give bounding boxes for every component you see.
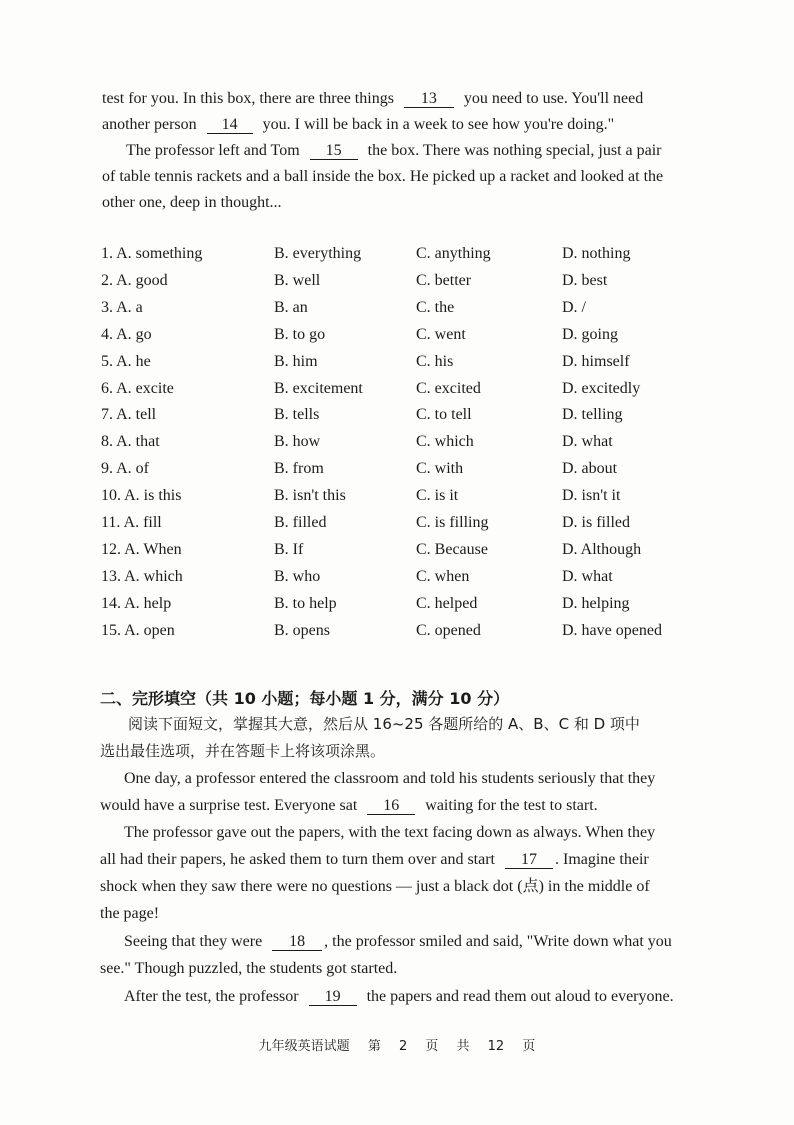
option-4-d: D. going xyxy=(562,326,618,343)
option-8-c: C. which xyxy=(416,433,474,450)
option-12-d: D. Although xyxy=(562,541,642,558)
text-segment: The professor left and Tom xyxy=(126,142,300,159)
option-14-a: 14. A. help xyxy=(101,595,172,612)
option-9-b: B. from xyxy=(274,460,324,477)
option-6-c: C. excited xyxy=(416,380,481,397)
option-1-c: C. anything xyxy=(416,245,491,262)
section-heading: 二、完形填空（共 10 小题；每小题 1 分，满分 10 分） xyxy=(100,689,510,708)
option-5-b: B. him xyxy=(274,353,318,370)
passage-line: see." Though puzzled, the students got started. xyxy=(100,960,398,977)
option-4-c: C. went xyxy=(416,326,466,343)
option-10-a: 10. A. is this xyxy=(101,487,182,504)
option-6-b: B. excitement xyxy=(274,380,363,397)
option-12-b: B. If xyxy=(274,541,304,558)
footer-subject: 九年级英语试题 xyxy=(258,1039,350,1054)
option-3-d: D. / xyxy=(562,299,586,316)
blank-19: 19 xyxy=(309,989,357,1006)
option-2-a: 2. A. good xyxy=(101,272,168,289)
passage-line xyxy=(102,89,692,109)
text-segment: would have a surprise test. Everyone sat xyxy=(100,797,358,814)
option-8-d: D. what xyxy=(562,433,613,450)
option-7-b: B. tells xyxy=(274,406,320,423)
option-10-c: C. is it xyxy=(416,487,459,504)
text-segment: you need to use. You'll need xyxy=(463,90,644,107)
option-14-c: C. helped xyxy=(416,595,478,612)
option-3-a: 3. A. a xyxy=(101,299,143,316)
option-1-b: B. everything xyxy=(274,245,362,262)
text-segment: all had their papers, he asked them to turn them over and start xyxy=(100,851,495,868)
passage-line xyxy=(102,115,692,135)
option-4-b: B. to go xyxy=(274,326,326,343)
option-15-a: 15. A. open xyxy=(101,622,175,639)
option-13-a: 13. A. which xyxy=(101,568,183,585)
option-10-b: B. isn't this xyxy=(274,487,346,504)
option-5-d: D. himself xyxy=(562,353,630,370)
option-2-b: B. well xyxy=(274,272,321,289)
option-2-c: C. better xyxy=(416,272,472,289)
option-14-d: D. helping xyxy=(562,595,630,612)
option-15-c: C. opened xyxy=(416,622,481,639)
option-12-a: 12. A. When xyxy=(101,541,182,558)
instruction-line: 选出最佳选项，并在答题卡上将该项涂黑。 xyxy=(100,742,386,760)
passage-line: The professor gave out the papers, with the text facing down as always. When they xyxy=(124,824,656,841)
option-11-c: C. is filling xyxy=(416,514,489,531)
text-segment: test for you. In this box, there are three things xyxy=(102,90,394,107)
option-14-b: B. to help xyxy=(274,595,337,612)
option-15-b: B. opens xyxy=(274,622,330,639)
text-segment: the box. There was nothing special, just a pair xyxy=(367,142,662,159)
blank-14: 14 xyxy=(207,117,253,134)
passage-line: One day, a professor entered the classroom and told his students seriously that they xyxy=(124,770,656,787)
instruction-line: 阅读下面短文，掌握其大意，然后从 16~25 各题所给的 A、B、C 和 D 项中 xyxy=(128,715,640,733)
passage-line: shock when they saw there were no questions — just a black dot (点) in the middle of xyxy=(100,878,650,895)
option-13-d: D. what xyxy=(562,568,613,585)
blank-13: 13 xyxy=(404,91,454,108)
option-11-d: D. is filled xyxy=(562,514,630,531)
option-3-c: C. the xyxy=(416,299,455,316)
text-segment: . Imagine their xyxy=(554,851,649,868)
blank-15: 15 xyxy=(310,143,358,160)
option-1-a: 1. A. something xyxy=(101,245,203,262)
footer-page-number: 第 2 页 xyxy=(367,1039,439,1054)
blank-17: 17 xyxy=(505,852,553,869)
option-11-b: B. filled xyxy=(274,514,327,531)
text-segment: Seeing that they were xyxy=(124,933,263,950)
text-segment: another person xyxy=(102,116,197,133)
option-13-b: B. who xyxy=(274,568,321,585)
option-10-d: D. isn't it xyxy=(562,487,621,504)
option-6-d: D. excitedly xyxy=(562,380,641,397)
option-1-d: D. nothing xyxy=(562,245,631,262)
passage-line xyxy=(126,141,692,161)
passage-line xyxy=(100,796,690,816)
blank-16: 16 xyxy=(367,798,415,815)
option-9-d: D. about xyxy=(562,460,618,477)
option-9-a: 9. A. of xyxy=(101,460,149,477)
passage-line: the page! xyxy=(100,905,160,922)
text-segment: you. I will be back in a week to see how you're doing." xyxy=(262,116,615,133)
option-8-a: 8. A. that xyxy=(101,433,160,450)
option-13-c: C. when xyxy=(416,568,470,585)
footer-total-pages: 共 12 页 xyxy=(456,1039,536,1054)
option-9-c: C. with xyxy=(416,460,464,477)
option-12-c: C. Because xyxy=(416,541,488,558)
option-15-d: D. have opened xyxy=(562,622,662,639)
option-6-a: 6. A. excite xyxy=(101,380,174,397)
option-5-c: C. his xyxy=(416,353,454,370)
option-8-b: B. how xyxy=(274,433,321,450)
page-footer xyxy=(0,1035,794,1054)
option-7-d: D. telling xyxy=(562,406,623,423)
blank-18: 18 xyxy=(272,934,322,951)
option-11-a: 11. A. fill xyxy=(101,514,162,531)
text-segment: the papers and read them out aloud to everyone. xyxy=(366,988,674,1005)
passage-line: other one, deep in thought... xyxy=(102,194,282,211)
passage-line xyxy=(100,850,690,870)
passage-line xyxy=(124,932,692,952)
option-7-a: 7. A. tell xyxy=(101,406,157,423)
option-2-d: D. best xyxy=(562,272,608,289)
option-7-c: C. to tell xyxy=(416,406,472,423)
option-3-b: B. an xyxy=(274,299,308,316)
text-segment: waiting for the test to start. xyxy=(425,797,598,814)
text-segment: , the professor smiled and said, "Write down what you xyxy=(324,933,672,950)
passage-line xyxy=(124,987,692,1007)
option-4-a: 4. A. go xyxy=(101,326,152,343)
text-segment: After the test, the professor xyxy=(124,988,299,1005)
option-5-a: 5. A. he xyxy=(101,353,151,370)
passage-line: of table tennis rackets and a ball inside the box. He picked up a racket and looked at the xyxy=(102,168,664,185)
